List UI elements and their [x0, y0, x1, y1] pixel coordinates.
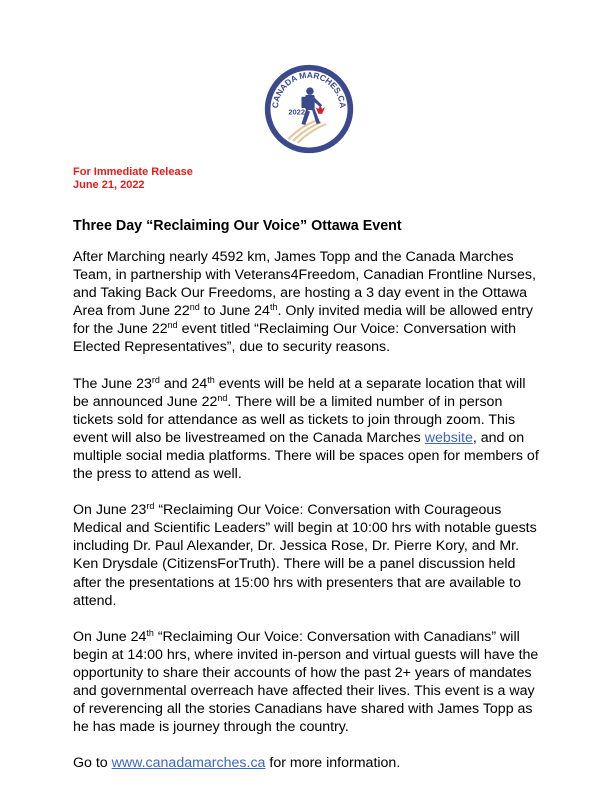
paragraph-5: Go to www.canadamarches.ca for more information. — [73, 755, 401, 772]
paragraph-2: The June 23rd and 24th events will be held at a separate location that will be announced June 22nd. There will be a limited number of in person tickets sold for attendance as well as tickets to join through zoom. This event will also be livestreamed on the Canada Marches website, and on multiple social media platforms. There will be spaces open for members of the press to attend as well. — [73, 374, 539, 483]
canadamarches-link[interactable]: www.canadamarches.ca — [111, 755, 266, 772]
logo-year: 2022 — [288, 107, 306, 117]
canada-marches-logo-icon — [262, 62, 356, 156]
release-date: June 21, 2022 — [73, 179, 145, 191]
paragraph-3: On June 23rd “Reclaiming Our Voice: Conversation with Courageous Medical and Scientific Leaders” will begin at 10:00 hrs with notable guests including Dr. Paul Alexander, Dr. Jessica Rose, Dr. Pierre Kory, and Mr. Ken Drysdale (CitizensForTruth). There will be a panel discussion held after the presentations at 15:00 hrs with presenters that are available to attend. — [73, 501, 537, 609]
headline: Three Day “Reclaiming Our Voice” Ottawa Event — [73, 218, 402, 234]
logo-arc-text: CANADA MARCHES.CA — [269, 69, 349, 109]
paragraph-4: On June 24th “Reclaiming Our Voice: Conversation with Canadians” will begin at 14:00 hrs, where invited in-person and virtual guests will have the opportunity to share their accounts of how the past 2+ years of mandates and governmental overreach have affected their lives. This event is a way of reverencing all the stories Canadians have shared with James Topp as he has made is journey through the country. — [73, 627, 539, 736]
release-header — [73, 166, 193, 192]
release-label: For Immediate Release — [73, 166, 193, 178]
body-text — [73, 248, 543, 790]
website-link[interactable]: website — [424, 429, 473, 446]
paragraph-1: After Marching nearly 4592 km, James Topp and the Canada Marches Team, in partnership with Veterans4Freedom, Canadian Frontline Nurses, and Taking Back Our Freedoms, are hosting a 3 day event in the Ottawa Area from June 22nd to June 24th. Only invited media will be allowed entry for the June 22nd event titled “Reclaiming Our Voice: Conversation with Elected Representatives”, due to security reasons. — [73, 249, 536, 356]
